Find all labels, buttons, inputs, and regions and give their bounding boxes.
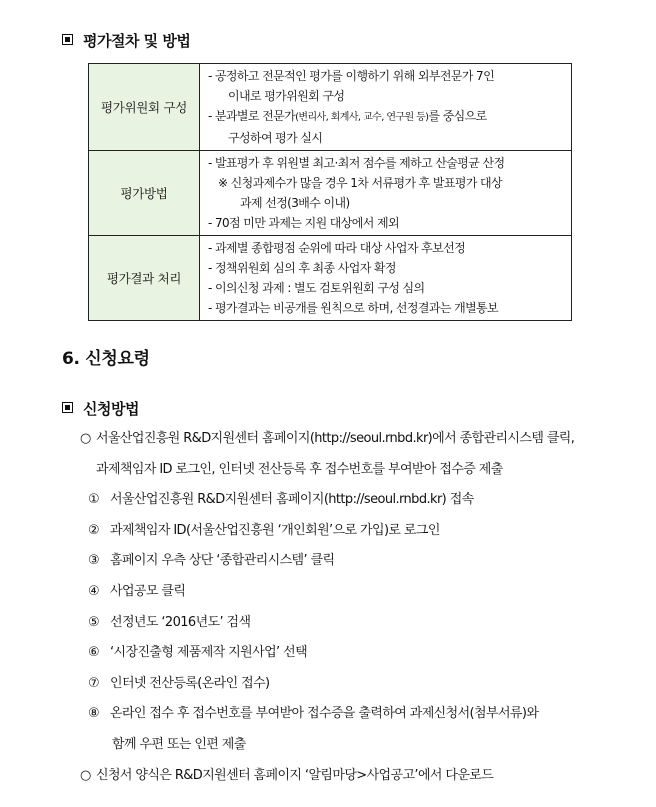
- step-number: ②: [88, 522, 100, 538]
- content-line: 구성하여 평가 실시: [228, 131, 323, 145]
- table-row: [89, 236, 572, 321]
- step-number: ⑦: [88, 675, 100, 691]
- content-line: 과제 선정(3배수 이내): [240, 196, 350, 210]
- circle-bullet-icon: ○: [80, 431, 91, 446]
- list-item: [0, 546, 656, 577]
- section-heading-application: 6. 신청요령: [62, 349, 150, 369]
- step-text: ‘시장진출형 제품제작 지원사업’ 선택: [110, 645, 308, 661]
- subsection-title-text: 신청방법: [83, 400, 139, 418]
- step-number: ⑤: [88, 614, 100, 630]
- list-item: [0, 638, 656, 669]
- content-line: 이내로 평가위원회 구성: [228, 89, 345, 103]
- list-item: [0, 608, 656, 639]
- item-text: 신청서 양식은 R&D지원센터 홈페이지 ‘알림마당>사업공고’에서 다운로드: [96, 767, 494, 783]
- list-item: [0, 577, 656, 608]
- content-line: ※ 신청과제수가 많을 경우 1차 서류평가 후 발표평가 대상: [218, 176, 503, 190]
- step-text: 인터넷 전산등록(온라인 접수): [110, 675, 270, 691]
- list-item: [0, 485, 656, 516]
- step-text: 서울산업진흥원 R&D지원센터 홈페이지(http://seoul.rnbd.kr) 접속: [110, 492, 474, 508]
- row-label: 평가결과 처리: [89, 236, 200, 321]
- content-line: - 공정하고 전문적인 평가를 이행하기 위해 외부전문가 7인: [208, 69, 495, 83]
- square-bullet-icon: [62, 34, 73, 45]
- row-content: [200, 64, 572, 151]
- content-line: - 70점 미만 과제는 지원 대상에서 제외: [208, 216, 399, 230]
- step-number: ①: [88, 492, 100, 508]
- list-item: [0, 669, 656, 700]
- item-text: 과제책임자 ID 로그인, 인터넷 전산등록 후 접수번호를 부여받아 접수증 제출: [96, 461, 503, 477]
- list-item: [0, 761, 656, 792]
- subsection-title-method: [62, 398, 139, 419]
- step-number: ⑥: [88, 645, 100, 661]
- evaluation-table: [88, 63, 572, 321]
- content-line: [208, 106, 567, 128]
- table-row: [89, 64, 572, 151]
- line-tail-text: 를 중심으로: [428, 109, 487, 123]
- circle-bullet-icon: ○: [80, 767, 91, 783]
- row-content: [200, 151, 572, 236]
- line-text: - 분과별로 전문가: [208, 109, 296, 123]
- step-text: 온라인 접수 후 접수번호를 부여받아 접수증을 출력하여 과제신청서(첨부서류)와: [110, 706, 539, 722]
- step-text: 과제책임자 ID(서울산업진흥원 ‘개인회원’으로 가입)로 로그인: [110, 522, 440, 538]
- content-line: - 정책위원회 심의 후 최종 사업자 확정: [208, 261, 396, 275]
- method-list: [0, 424, 656, 791]
- section-title-evaluation: [62, 30, 190, 51]
- list-item: [0, 455, 656, 486]
- step-number: ③: [88, 553, 100, 569]
- line-small-text: (변리사, 회계사, 교수, 연구원 등): [295, 112, 429, 123]
- square-bullet-icon: [62, 402, 73, 413]
- step-text: 사업공모 클릭: [110, 583, 186, 599]
- step-text: 선정년도 ‘2016년도’ 검색: [110, 614, 251, 630]
- row-label: 평가위원회 구성: [89, 64, 200, 151]
- content-line: - 발표평가 후 위원별 최고·최저 점수를 제하고 산술평균 산정: [208, 156, 505, 170]
- content-line: - 이의신청 과제 : 별도 검토위원회 구성 심의: [208, 281, 425, 295]
- step-text: 홈페이지 우측 상단 ‘종합관리시스템’ 클릭: [110, 553, 335, 569]
- list-item: [0, 424, 656, 455]
- row-label: 평가방법: [89, 151, 200, 236]
- step-number: ⑧: [88, 706, 100, 722]
- section-title-text: 평가절차 및 방법: [83, 32, 191, 50]
- step-text-continued: 함께 우편 또는 인편 제출: [112, 736, 246, 752]
- step-number: ④: [88, 583, 100, 599]
- list-item: [0, 730, 656, 761]
- list-item: [0, 699, 656, 730]
- content-line: - 평가결과는 비공개를 원칙으로 하며, 선정결과는 개별통보: [208, 301, 499, 315]
- table-row: [89, 151, 572, 236]
- content-line: - 과제별 종합평점 순위에 따라 대상 사업자 후보선정: [208, 241, 466, 255]
- item-text: 서울산업진흥원 R&D지원센터 홈페이지(http://seoul.rnbd.kr)에서 종합관리시스템 클릭,: [96, 431, 575, 446]
- row-content: [200, 236, 572, 321]
- list-item: [0, 516, 656, 547]
